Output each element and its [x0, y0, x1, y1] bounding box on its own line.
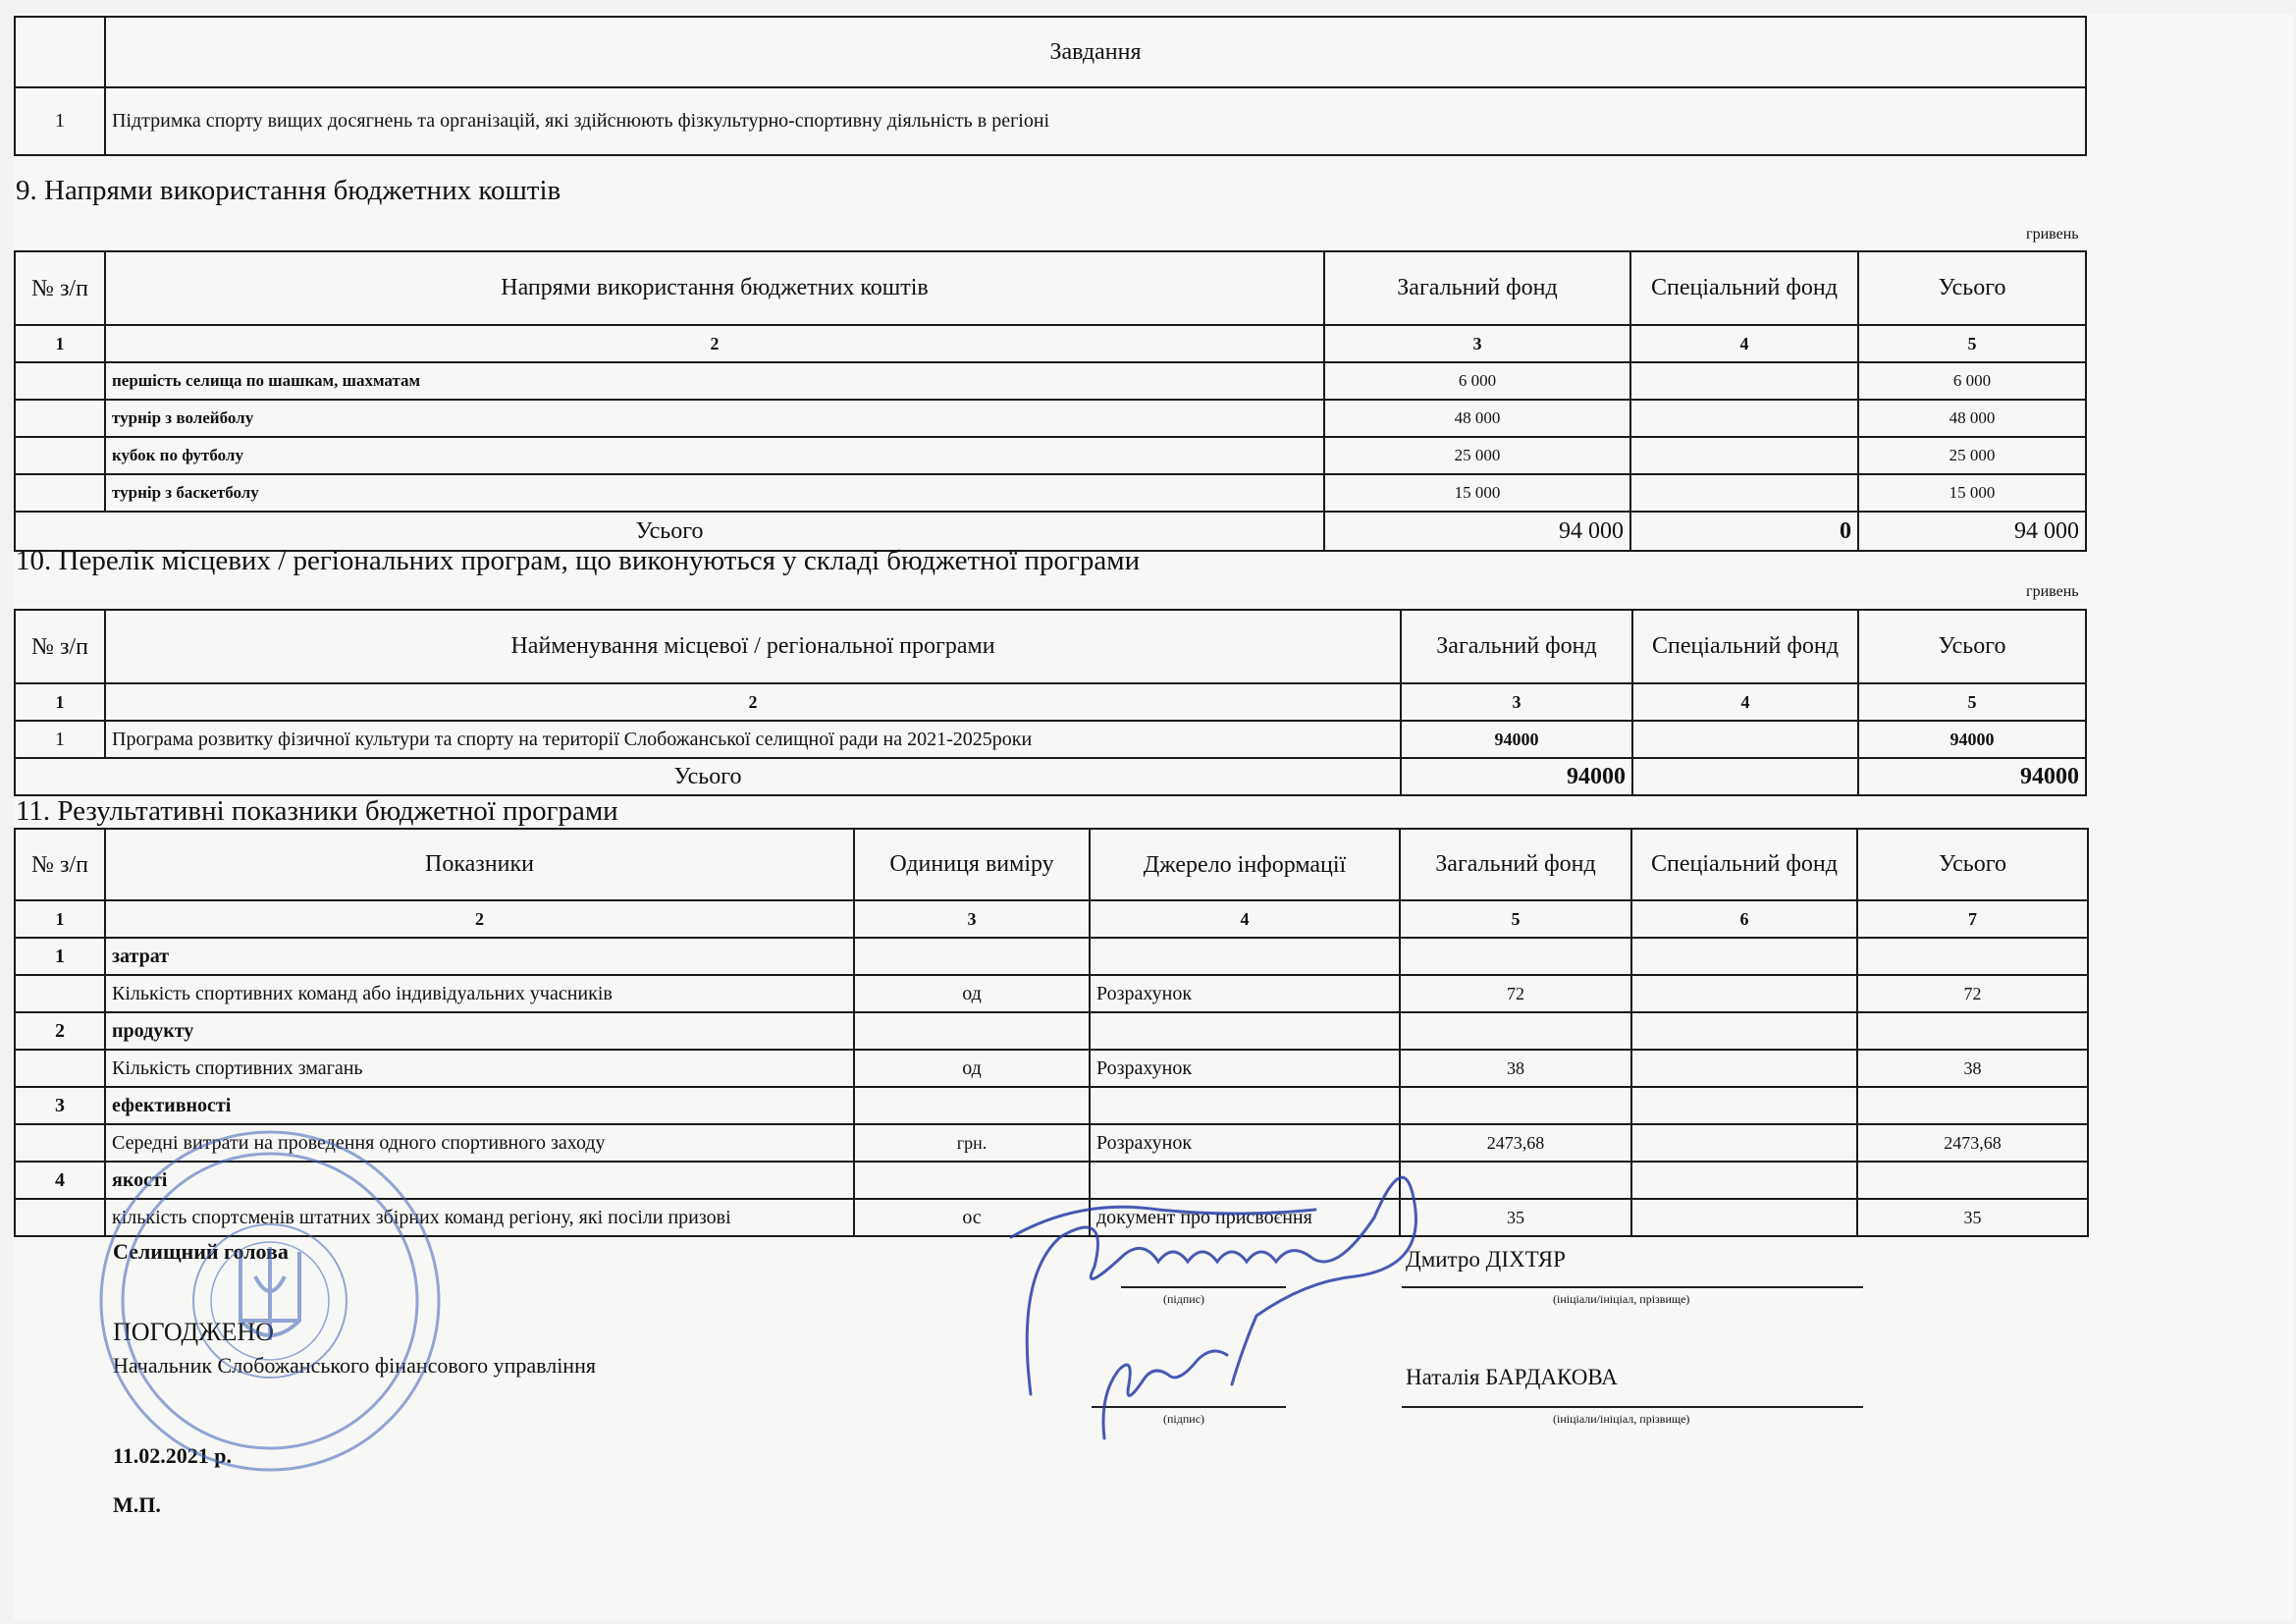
- indicators-table: [14, 828, 2089, 1237]
- index-cell: 7: [1857, 900, 2088, 938]
- total-general: 94000: [1401, 758, 1632, 795]
- col-general-header: Загальний фонд: [1324, 251, 1630, 325]
- direction-name: турнір з волейболу: [105, 400, 1324, 437]
- head-name: Дмитро ДІХТЯР: [1406, 1247, 1566, 1272]
- program-total: 94000: [1858, 721, 2086, 758]
- direction-general: 25 000: [1324, 437, 1630, 474]
- indicator-unit: ос: [854, 1199, 1090, 1236]
- table-row: [15, 400, 2086, 437]
- program-general: 94000: [1401, 721, 1632, 758]
- indicator-name: Середні витрати на проведення одного спортивного заходу: [105, 1124, 854, 1162]
- tasks-num-header: [15, 17, 105, 87]
- total-total: 94 000: [1858, 512, 2086, 551]
- col-general-header: Загальний фонд: [1401, 610, 1632, 683]
- head-signature-line: [1121, 1286, 1286, 1288]
- programs-table: [14, 609, 2087, 796]
- indicator-source: Розрахунок: [1090, 1050, 1400, 1087]
- direction-total: 6 000: [1858, 362, 2086, 400]
- section9-unit: гривень: [2026, 226, 2079, 243]
- indicator-source: Розрахунок: [1090, 975, 1400, 1012]
- indicator-general: 2473,68: [1400, 1124, 1631, 1162]
- indicator-total: 72: [1857, 975, 2088, 1012]
- table-row: [15, 362, 2086, 400]
- total-special: [1632, 758, 1858, 795]
- direction-special: [1630, 474, 1858, 512]
- index-cell: 6: [1631, 900, 1857, 938]
- direction-name: першість селища по шашкам, шахматам: [105, 362, 1324, 400]
- group-row: [15, 938, 2088, 975]
- direction-total: 48 000: [1858, 400, 2086, 437]
- index-cell: 5: [1400, 900, 1631, 938]
- index-cell: 5: [1858, 683, 2086, 721]
- indicator-total: 2473,68: [1857, 1124, 2088, 1162]
- col-num-header: № з/п: [15, 829, 105, 900]
- col-name-header: Напрями використання бюджетних коштів: [105, 251, 1324, 325]
- table-row: [15, 1124, 2088, 1162]
- tasks-table: [14, 16, 2087, 156]
- indicator-special: [1631, 1050, 1857, 1087]
- total-label: Усього: [15, 512, 1324, 551]
- direction-name: кубок по футболу: [105, 437, 1324, 474]
- col-special-header: Спеціальний фонд: [1630, 251, 1858, 325]
- approval-date: 11.02.2021 р.: [113, 1443, 233, 1468]
- indicator-unit: грн.: [854, 1124, 1090, 1162]
- direction-general: 6 000: [1324, 362, 1630, 400]
- total-special: 0: [1630, 512, 1858, 551]
- indicator-source: Розрахунок: [1090, 1124, 1400, 1162]
- col-special-header: Спеціальний фонд: [1632, 610, 1858, 683]
- group-name: якості: [105, 1162, 854, 1199]
- head-signature-caption: (підпис): [1163, 1292, 1205, 1306]
- index-cell: 2: [105, 900, 854, 938]
- index-cell: 1: [15, 325, 105, 362]
- directions-table: [14, 250, 2087, 552]
- table-row: [15, 721, 2086, 758]
- program-special: [1632, 721, 1858, 758]
- task-num: 1: [15, 87, 105, 155]
- indicator-name: Кількість спортивних команд або індивідуальних учасників: [105, 975, 854, 1012]
- group-num: 4: [15, 1162, 105, 1199]
- direction-total: 25 000: [1858, 437, 2086, 474]
- group-row: [15, 1162, 2088, 1199]
- finance-name: Наталія БАРДАКОВА: [1406, 1365, 1618, 1389]
- col-name-header: Найменування місцевої / регіональної програми: [105, 610, 1401, 683]
- indicator-unit: од: [854, 975, 1090, 1012]
- index-cell: 4: [1632, 683, 1858, 721]
- program-name: Програма розвитку фізичної культури та спорту на території Слобожанської селищної ради на 2021-2025роки: [105, 721, 1401, 758]
- direction-general: 15 000: [1324, 474, 1630, 512]
- group-name: продукту: [105, 1012, 854, 1050]
- col-total-header: Усього: [1857, 829, 2088, 900]
- finance-name-line: [1402, 1406, 1863, 1408]
- indicator-special: [1631, 975, 1857, 1012]
- indicator-total: 38: [1857, 1050, 2088, 1087]
- program-num: 1: [15, 721, 105, 758]
- indicator-general: 72: [1400, 975, 1631, 1012]
- group-name: затрат: [105, 938, 854, 975]
- group-row: [15, 1087, 2088, 1124]
- finance-signature-caption: (підпис): [1163, 1412, 1205, 1426]
- group-num: 2: [15, 1012, 105, 1050]
- finance-signature-line: [1092, 1406, 1286, 1408]
- index-cell: 4: [1630, 325, 1858, 362]
- group-num: 3: [15, 1087, 105, 1124]
- group-num: 1: [15, 938, 105, 975]
- index-cell: 5: [1858, 325, 2086, 362]
- table-row: [15, 975, 2088, 1012]
- approved-label: ПОГОДЖЕНО: [113, 1318, 274, 1346]
- indicator-special: [1631, 1199, 1857, 1236]
- indicator-total: 35: [1857, 1199, 2088, 1236]
- section11-title: 11. Результативні показники бюджетної програми: [16, 795, 618, 827]
- index-cell: 1: [15, 900, 105, 938]
- total-label: Усього: [15, 758, 1401, 795]
- table-row: [15, 474, 2086, 512]
- direction-general: 48 000: [1324, 400, 1630, 437]
- table-row: [15, 1050, 2088, 1087]
- col-total-header: Усього: [1858, 610, 2086, 683]
- indicator-unit: од: [854, 1050, 1090, 1087]
- col-unit-header: Одиниця виміру: [854, 829, 1090, 900]
- col-source-header: Джерело інформації: [1090, 829, 1400, 900]
- total-total: 94000: [1858, 758, 2086, 795]
- direction-special: [1630, 400, 1858, 437]
- index-cell: 2: [105, 683, 1401, 721]
- index-cell: 3: [854, 900, 1090, 938]
- col-num-header: № з/п: [15, 610, 105, 683]
- direction-total: 15 000: [1858, 474, 2086, 512]
- head-name-caption: (ініціали/ініціал, прізвище): [1553, 1292, 1690, 1306]
- section10-unit: гривень: [2026, 583, 2079, 600]
- seal-label: М.П.: [113, 1492, 161, 1517]
- index-cell: 1: [15, 683, 105, 721]
- total-row: [15, 758, 2086, 795]
- index-cell: 3: [1324, 325, 1630, 362]
- indicator-general: 35: [1400, 1199, 1631, 1236]
- index-cell: 2: [105, 325, 1324, 362]
- index-cell: 3: [1401, 683, 1632, 721]
- col-general-header: Загальний фонд: [1400, 829, 1631, 900]
- section9-title: 9. Напрями використання бюджетних коштів: [16, 175, 561, 206]
- indicator-general: 38: [1400, 1050, 1631, 1087]
- direction-special: [1630, 362, 1858, 400]
- group-row: [15, 1012, 2088, 1050]
- indicator-name: кількість спортсменів штатних збірних команд регіону, які посіли призові: [105, 1199, 854, 1236]
- table-row: [15, 1199, 2088, 1236]
- task-text: Підтримка спорту вищих досягнень та організацій, які здійснюють фізкультурно-спортивну діяльність в регіоні: [105, 87, 2086, 155]
- col-total-header: Усього: [1858, 251, 2086, 325]
- table-row: [15, 437, 2086, 474]
- tasks-header: Завдання: [105, 17, 2086, 87]
- col-special-header: Спеціальний фонд: [1631, 829, 1857, 900]
- finance-name-caption: (ініціали/ініціал, прізвище): [1553, 1412, 1690, 1426]
- direction-special: [1630, 437, 1858, 474]
- indicator-source: документ про присвоєння: [1090, 1199, 1400, 1236]
- section10-title: 10. Перелік місцевих / регіональних програм, що виконуються у складі бюджетної програми: [16, 545, 1141, 576]
- total-general: 94 000: [1324, 512, 1630, 551]
- direction-name: турнір з баскетболу: [105, 474, 1324, 512]
- head-title: Селищний голова: [113, 1239, 289, 1264]
- indicator-special: [1631, 1124, 1857, 1162]
- index-cell: 4: [1090, 900, 1400, 938]
- head-name-line: [1402, 1286, 1863, 1288]
- finance-title: Начальник Слобожанського фінансового управління: [113, 1353, 596, 1378]
- col-num-header: № з/п: [15, 251, 105, 325]
- col-name-header: Показники: [105, 829, 854, 900]
- indicator-name: Кількість спортивних змагань: [105, 1050, 854, 1087]
- group-name: ефективності: [105, 1087, 854, 1124]
